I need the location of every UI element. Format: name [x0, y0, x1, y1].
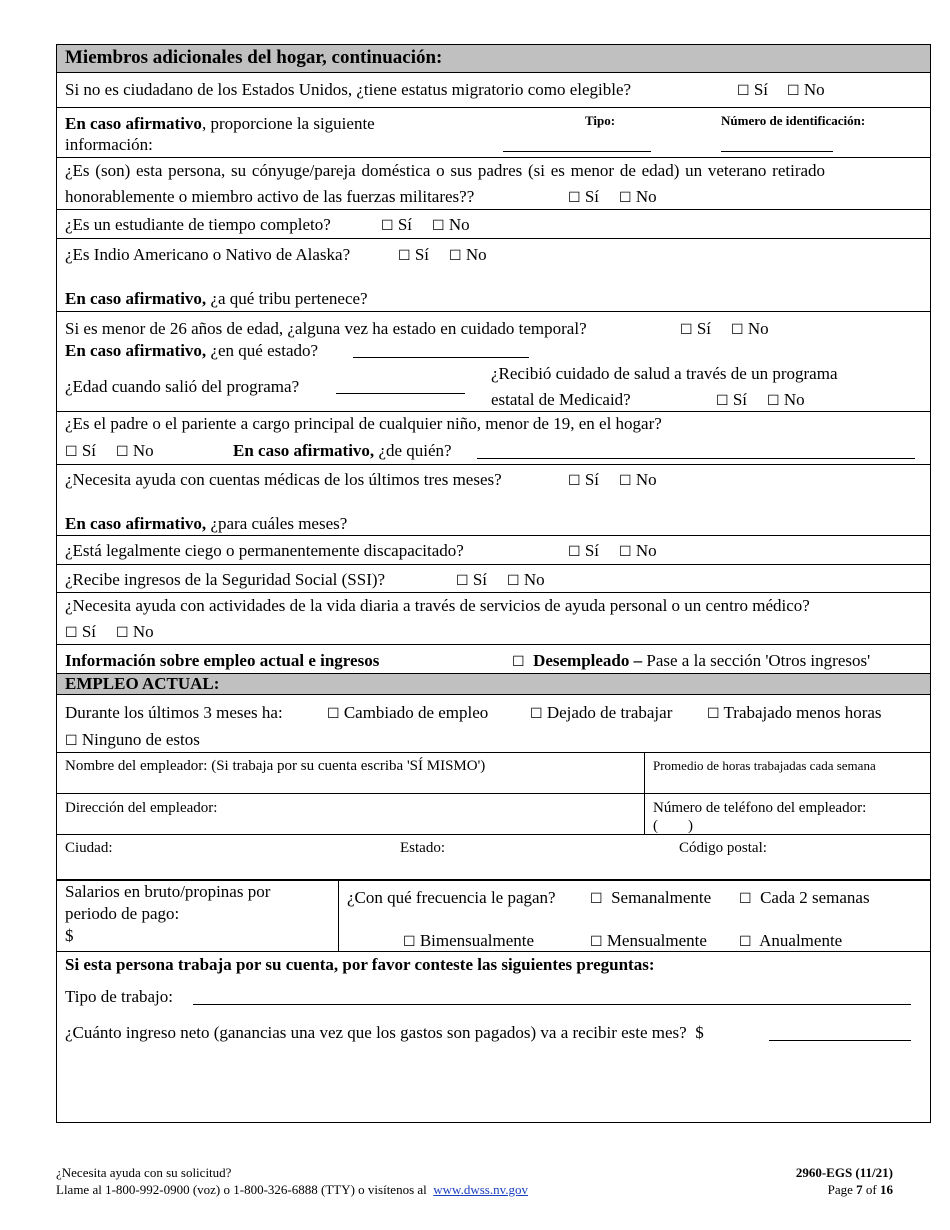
checkbox-icon[interactable]: ☐: [568, 473, 581, 489]
tipo-field[interactable]: [503, 136, 651, 152]
parent-whose-field[interactable]: [477, 443, 915, 459]
last3months-label: Durante los últimos 3 meses ha:: [65, 703, 283, 722]
parent-whose-question: En caso afirmativo, ¿de quién?: [233, 441, 452, 460]
foster-no-option[interactable]: ☐ No: [731, 319, 769, 338]
blind-no-option[interactable]: ☐ No: [619, 541, 657, 560]
medical-months-question: En caso afirmativo, ¿para cuáles meses?: [65, 514, 348, 533]
medicaid-yes-option[interactable]: ☐ Sí: [716, 390, 747, 409]
net-income-field[interactable]: [769, 1025, 911, 1041]
checkbox-icon[interactable]: ☐: [716, 393, 729, 409]
checkbox-icon[interactable]: ☐: [116, 625, 129, 641]
foster-state-field[interactable]: [353, 342, 529, 358]
foster-state-question: En caso afirmativo, ¿en qué estado?: [65, 341, 319, 360]
monthly-option[interactable]: ☐ Mensualmente: [590, 931, 707, 950]
tipo-label: Tipo:: [585, 113, 616, 128]
wages-dollar[interactable]: $: [65, 926, 74, 945]
employer-name-row: [57, 752, 930, 793]
daily-no-option[interactable]: ☐ No: [116, 622, 154, 641]
native-yes-option[interactable]: ☐ Sí: [398, 245, 429, 264]
immigration-no-option[interactable]: ☐ No: [787, 80, 825, 99]
form-container: [56, 44, 931, 1123]
checkbox-icon[interactable]: ☐: [731, 322, 744, 338]
checkbox-icon[interactable]: ☐: [432, 218, 445, 234]
checkbox-icon[interactable]: ☐: [403, 934, 416, 950]
none-option[interactable]: ☐ Ninguno de estos: [65, 730, 200, 749]
info-line2: información:: [65, 135, 153, 154]
immigration-info-row: [57, 107, 930, 157]
unemployed-option[interactable]: ☐ Desempleado – Pase a la sección 'Otros ingresos': [512, 651, 871, 670]
footer-help: ¿Necesita ayuda con su solicitud?: [56, 1165, 232, 1180]
checkbox-icon[interactable]: ☐: [65, 444, 78, 460]
checkbox-icon[interactable]: ☐: [398, 248, 411, 264]
parent-question: ¿Es el padre o el pariente a cargo principal de cualquier niño, menor de 19, en el hogar?: [65, 414, 662, 433]
immigration-yes-option[interactable]: ☐ Sí: [737, 80, 768, 99]
net-income-question: ¿Cuánto ingreso neto (ganancias una vez que los gastos son pagados) va a recibir este mes? $: [65, 1023, 704, 1042]
foster-age-field[interactable]: [336, 378, 465, 394]
wages-label-line1: Salarios en bruto/propinas por: [65, 882, 271, 901]
checkbox-icon[interactable]: ☐: [590, 891, 603, 907]
foster-question: Si es menor de 26 años de edad, ¿alguna vez ha estado en cuidado temporal?: [65, 319, 587, 338]
checkbox-icon[interactable]: ☐: [116, 444, 129, 460]
veteran-yes-option[interactable]: ☐ Sí: [568, 187, 599, 206]
foster-row: [57, 311, 930, 411]
daily-activities-row: [57, 592, 930, 644]
parent-row: [57, 411, 930, 464]
id-number-field[interactable]: [721, 136, 833, 152]
fewer-hours-option[interactable]: ☐ Trabajado menos horas: [707, 703, 882, 722]
employment-header: Información sobre empleo actual e ingresos: [65, 651, 380, 670]
employer-phone-label: Número de teléfono del empleador:: [653, 800, 867, 816]
checkbox-icon[interactable]: ☐: [737, 83, 750, 99]
blind-yes-option[interactable]: ☐ Sí: [568, 541, 599, 560]
employer-name-label: Nombre del empleador: (Si trabaja por su cuenta escriba 'SÍ MISMO'): [65, 758, 486, 774]
footer-contact: Llame al 1-800-992-0900 (voz) o 1-800-326-6888 (TTY) o visítenos al www.dwss.nv.gov: [56, 1182, 529, 1197]
self-employed-section: [57, 951, 930, 1122]
ssi-question: ¿Recibe ingresos de la Seguridad Social (SSI)?: [65, 570, 386, 589]
current-employment-title: EMPLEO ACTUAL:: [65, 674, 220, 693]
semimonthly-option[interactable]: ☐ Bimensualmente: [403, 931, 535, 950]
medical-row: [57, 464, 930, 535]
checkbox-icon[interactable]: ☐: [568, 190, 581, 206]
parent-yes-option[interactable]: ☐ Sí: [65, 441, 96, 460]
column-divider: [644, 753, 645, 793]
page-number: Page 7 of 16: [827, 1182, 893, 1197]
medicaid-question-line1: ¿Recibió cuidado de salud a través de un programa: [491, 364, 838, 383]
medical-no-option[interactable]: ☐ No: [619, 470, 657, 489]
immigration-row: [57, 72, 930, 107]
column-divider: [644, 794, 645, 834]
current-employment-header: [57, 673, 930, 694]
self-employed-title: Si esta persona trabaja por su cuenta, por favor conteste las siguientes preguntas:: [65, 955, 655, 974]
wages-row: [57, 879, 930, 951]
blind-question: ¿Está legalmente ciego o permanentemente discapacitado?: [65, 541, 464, 560]
stopped-working-option[interactable]: ☐ Dejado de trabajar: [530, 703, 673, 722]
zip-label: Código postal:: [679, 840, 767, 856]
checkbox-icon[interactable]: ☐: [680, 322, 693, 338]
veteran-question-line2: honorablemente o miembro activo de las fuerzas militares??: [65, 187, 475, 206]
work-type-field[interactable]: [193, 989, 911, 1005]
website-link[interactable]: www.dwss.nv.gov: [433, 1182, 529, 1197]
employer-address-label: Dirección del empleador:: [65, 800, 218, 816]
column-divider: [338, 881, 339, 951]
checkbox-icon[interactable]: ☐: [619, 190, 632, 206]
wages-label-line2: periodo de pago:: [65, 904, 180, 923]
work-type-label: Tipo de trabajo:: [65, 987, 173, 1006]
checkbox-icon[interactable]: ☐: [327, 706, 340, 722]
checkbox-icon[interactable]: ☐: [456, 573, 469, 589]
avg-hours-label: Promedio de horas trabajadas cada semana: [653, 758, 876, 773]
checkbox-icon[interactable]: ☐: [512, 654, 525, 670]
blind-row: [57, 535, 930, 564]
city-label: Ciudad:: [65, 840, 113, 856]
daily-activities-question: ¿Necesita ayuda con actividades de la vida diaria a través de servicios de ayuda personal o un centro médico?: [65, 596, 810, 615]
section-header: [57, 45, 930, 72]
checkbox-icon[interactable]: ☐: [619, 473, 632, 489]
section-title: Miembros adicionales del hogar, continuación:: [65, 47, 443, 68]
veteran-question-line1: ¿Es (son) esta persona, su cónyuge/pareja doméstica o sus padres (si es menor de edad) un veterano retirado: [65, 161, 826, 180]
student-question: ¿Es un estudiante de tiempo completo?: [65, 215, 331, 234]
checkbox-icon[interactable]: ☐: [707, 706, 720, 722]
id-number-label: Número de identificación:: [721, 113, 866, 128]
veteran-no-option[interactable]: ☐ No: [619, 187, 657, 206]
checkbox-icon[interactable]: ☐: [590, 934, 603, 950]
checkbox-icon[interactable]: ☐: [739, 891, 752, 907]
checkbox-icon[interactable]: ☐: [767, 393, 780, 409]
employer-address-row: [57, 793, 930, 834]
immigration-question: Si no es ciudadano de los Estados Unidos, ¿tiene estatus migratorio como elegible?: [65, 80, 632, 99]
checkbox-icon[interactable]: ☐: [739, 934, 752, 950]
medicaid-question-line2: estatal de Medicaid?: [491, 390, 631, 409]
student-row: [57, 209, 930, 238]
last3months-row: [57, 694, 930, 752]
daily-yes-option[interactable]: ☐ Sí: [65, 622, 96, 641]
checkbox-icon[interactable]: ☐: [530, 706, 543, 722]
native-row: [57, 238, 930, 311]
annually-option[interactable]: ☐ Anualmente: [739, 931, 843, 950]
pay-frequency-question: ¿Con qué frecuencia le pagan?: [347, 888, 556, 907]
medical-yes-option[interactable]: ☐ Sí: [568, 470, 599, 489]
checkbox-icon[interactable]: ☐: [619, 544, 632, 560]
parent-no-option[interactable]: ☐ No: [116, 441, 154, 460]
checkbox-icon[interactable]: ☐: [568, 544, 581, 560]
ssi-row: [57, 564, 930, 592]
checkbox-icon[interactable]: ☐: [65, 733, 78, 749]
checkbox-icon[interactable]: ☐: [507, 573, 520, 589]
ssi-yes-option[interactable]: ☐ Sí: [456, 570, 487, 589]
medical-question: ¿Necesita ayuda con cuentas médicas de los últimos tres meses?: [65, 470, 502, 489]
employment-header-row: [57, 644, 930, 673]
info-line1: En caso afirmativo, proporcione la siguiente: [65, 114, 375, 133]
student-yes-option[interactable]: ☐ Sí: [381, 215, 412, 234]
native-no-option[interactable]: ☐ No: [449, 245, 487, 264]
native-tribe-question: En caso afirmativo, ¿a qué tribu pertenece?: [65, 289, 368, 308]
veteran-row: [57, 157, 930, 209]
form-id: 2960-EGS (11/21): [795, 1165, 893, 1180]
foster-age-question: ¿Edad cuando salió del programa?: [65, 377, 300, 396]
checkbox-icon[interactable]: ☐: [381, 218, 394, 234]
foster-yes-option[interactable]: ☐ Sí: [680, 319, 711, 338]
ssi-no-option[interactable]: ☐ No: [507, 570, 545, 589]
medicaid-no-option[interactable]: ☐ No: [767, 390, 805, 409]
changed-job-option[interactable]: ☐ Cambiado de empleo: [327, 703, 489, 722]
checkbox-icon[interactable]: ☐: [449, 248, 462, 264]
biweekly-option[interactable]: ☐ Cada 2 semanas: [739, 888, 870, 907]
phone-area-code[interactable]: ( ): [653, 818, 693, 834]
student-no-option[interactable]: ☐ No: [432, 215, 470, 234]
native-question: ¿Es Indio Americano o Nativo de Alaska?: [65, 245, 351, 264]
checkbox-icon[interactable]: ☐: [65, 625, 78, 641]
weekly-option[interactable]: ☐ Semanalmente: [590, 888, 712, 907]
city-row: [57, 834, 930, 879]
checkbox-icon[interactable]: ☐: [787, 83, 800, 99]
state-label: Estado:: [400, 840, 445, 856]
